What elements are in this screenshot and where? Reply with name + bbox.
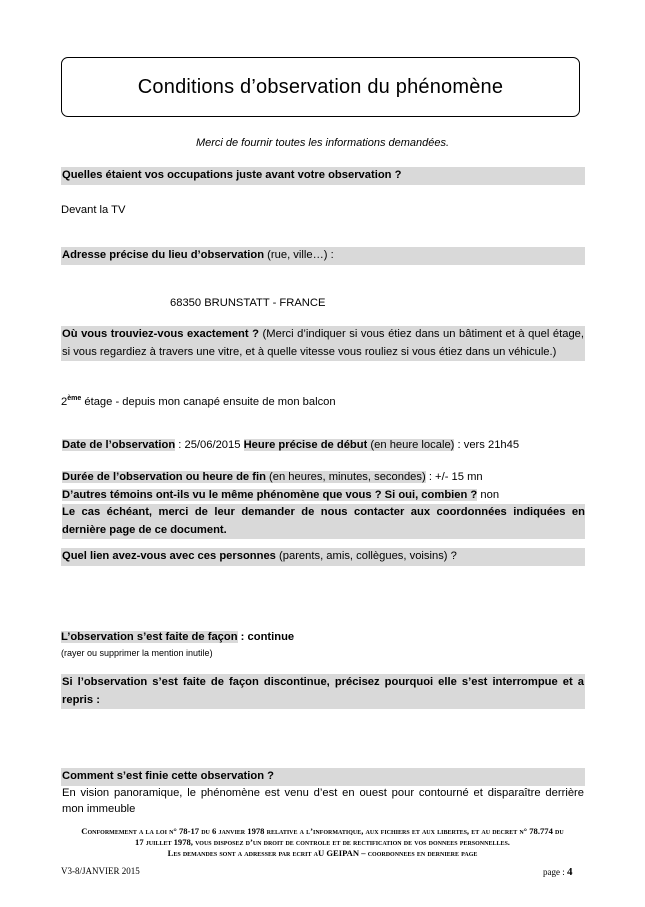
duration-hint: (en heures, minutes, secondes) bbox=[265, 471, 426, 483]
time-value: : vers 21h45 bbox=[454, 439, 520, 451]
time-hint: (en heure locale) bbox=[367, 439, 455, 451]
question-duration-witnesses bbox=[61, 469, 585, 539]
question-location-label: Où vous trouviez-vous exactement ? bbox=[62, 328, 259, 340]
question-address-label: Adresse précise du lieu d’observation bbox=[62, 249, 265, 261]
question-address-hint: (rue, ville…) : bbox=[264, 249, 334, 261]
question-location-hint: (Merci d’indiquer si vous étiez dans un bâtiment et à quel étage, si vous regardiez à travers une vitre, et à quelle vitesse vous rouliez si vous étiez dans un véhicule.) bbox=[62, 328, 584, 358]
question-occupations: Quelles étaient vos occupations juste avant votre observation ? bbox=[61, 167, 585, 185]
legal-line-1: Conformement a la loi n° 78-17 du 6 janvier 1978 relative a l’informatique, aux fichiers et aux libertes, et au decret n° 78.774 du bbox=[81, 826, 564, 836]
answer-location-text: étage - depuis mon canapé ensuite de mon balcon bbox=[81, 396, 336, 408]
continuity-note: (rayer ou supprimer la mention inutile) bbox=[61, 648, 213, 658]
witnesses-note: Le cas échéant, merci de leur demander de nous contacter aux coordonnées indiquées en dernière page de ce document. bbox=[62, 504, 585, 539]
answer-ending: En vision panoramique, le phénomène est venu d’est en ouest pour contourné et disparaître derrière mon immeuble bbox=[62, 787, 584, 815]
question-ending: Comment s’est finie cette observation ? bbox=[61, 768, 585, 786]
witnesses-label: D’autres témoins ont-ils vu le même phénomène que vous ? Si oui, combien ? bbox=[62, 488, 478, 501]
question-continuity bbox=[61, 629, 294, 645]
answer-location bbox=[61, 391, 336, 410]
answer-location-sup: ème bbox=[67, 395, 82, 402]
answer-occupations: Devant la TV bbox=[61, 204, 126, 216]
question-location bbox=[61, 326, 585, 361]
question-relationship bbox=[61, 548, 585, 566]
continuity-label: L’observation s’est faite de façon bbox=[61, 631, 238, 643]
page-number-value: 4 bbox=[567, 866, 573, 878]
witnesses-value: non bbox=[477, 488, 500, 501]
date-label: Date de l’observation bbox=[62, 439, 176, 451]
legal-line-3: Les demandes sont a adresser par ecrit aU GEIPAN – coordonnees en derniere page bbox=[167, 848, 478, 858]
question-relationship-label: Quel lien avez-vous avec ces personnes bbox=[62, 550, 276, 562]
time-label: Heure précise de début bbox=[243, 439, 368, 451]
document-version: V3-8/JANVIER 2015 bbox=[61, 866, 140, 876]
page-title: Conditions d’observation du phénomène bbox=[61, 57, 580, 117]
date-value: : 25/06/2015 bbox=[175, 439, 244, 451]
answer-address: 68350 BRUNSTATT - FRANCE bbox=[170, 297, 326, 309]
page-number bbox=[543, 866, 573, 878]
continuity-value: : continue bbox=[237, 631, 295, 643]
answer-location-number: 2 bbox=[61, 396, 68, 408]
page-label: page : bbox=[543, 867, 567, 877]
question-date bbox=[61, 437, 585, 455]
question-relationship-hint: (parents, amis, collègues, voisins) ? bbox=[275, 550, 457, 562]
duration-label: Durée de l’observation ou heure de fin bbox=[62, 471, 266, 483]
duration-value: : +/- 15 mn bbox=[425, 471, 483, 483]
question-discontinuous: Si l’observation s’est faite de façon discontinue, précisez pourquoi elle s’est interrompue et a repris : bbox=[61, 674, 585, 709]
intro-text: Merci de fournir toutes les informations demandées. bbox=[195, 137, 450, 149]
question-address bbox=[61, 247, 585, 265]
legal-line-2: 17 juillet 1978, vous disposez d’un droit de controle et de rectification de vos donnees personnelles. bbox=[135, 837, 510, 847]
legal-notice bbox=[60, 826, 585, 859]
